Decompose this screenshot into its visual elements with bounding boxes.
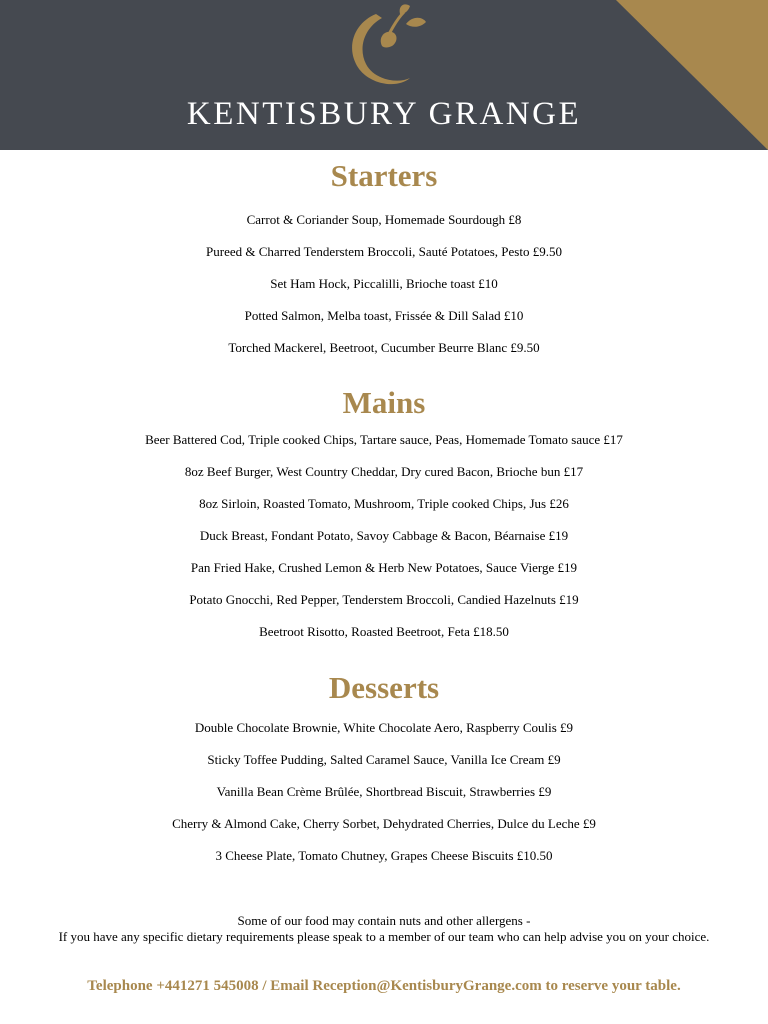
menu-item: Double Chocolate Brownie, White Chocolate Aero, Raspberry Coulis £9 <box>194 720 574 735</box>
dietary-requirements-line: If you have any specific dietary requirements please speak to a member of our team who can help advise you on your choice. <box>58 929 710 944</box>
menu-item: Torched Mackerel, Beetroot, Cucumber Beurre Blanc £9.50 <box>228 340 540 355</box>
menu-item: Carrot & Coriander Soup, Homemade Sourdough £8 <box>246 212 522 227</box>
menu-item: Vanilla Bean Crème Brûlée, Shortbread Biscuit, Strawberries £9 <box>216 784 552 799</box>
starters-section <box>0 158 768 372</box>
brand-name: KENTISBURY GRANGE <box>186 96 582 132</box>
menu-item: Duck Breast, Fondant Potato, Savoy Cabbage & Bacon, Béarnaise £19 <box>199 528 569 543</box>
starters-list <box>0 212 768 372</box>
desserts-list <box>0 720 768 880</box>
menu-item: Set Ham Hock, Piccalilli, Brioche toast £10 <box>270 276 498 291</box>
allergen-notice-line: Some of our food may contain nuts and other allergens - <box>237 913 531 928</box>
desserts-section <box>0 670 768 880</box>
reservation-contact: Telephone +441271 545008 / Email Reception@KentisburyGrange.com to reserve your table. <box>87 978 681 994</box>
leaf-monogram-icon <box>338 2 434 94</box>
menu-item: Potted Salmon, Melba toast, Frissée & Dill Salad £10 <box>244 308 524 323</box>
header-band <box>0 0 768 150</box>
menu-item: Cherry & Almond Cake, Cherry Sorbet, Dehydrated Cherries, Dulce du Leche £9 <box>172 816 596 831</box>
menu-item: Sticky Toffee Pudding, Salted Caramel Sauce, Vanilla Ice Cream £9 <box>207 752 561 767</box>
menu-item: Beer Battered Cod, Triple cooked Chips, Tartare sauce, Peas, Homemade Tomato sauce £17 <box>145 432 623 447</box>
mains-list <box>0 432 768 656</box>
section-title-starters: Starters <box>330 158 438 193</box>
allergen-notice <box>0 913 768 945</box>
menu-item: Pureed & Charred Tenderstem Broccoli, Sauté Potatoes, Pesto £9.50 <box>206 244 562 259</box>
menu-item: 8oz Sirloin, Roasted Tomato, Mushroom, Triple cooked Chips, Jus £26 <box>199 496 569 511</box>
menu-item: Potato Gnocchi, Red Pepper, Tenderstem Broccoli, Candied Hazelnuts £19 <box>189 592 579 607</box>
menu-item: 3 Cheese Plate, Tomato Chutney, Grapes Cheese Biscuits £10.50 <box>215 848 553 863</box>
mains-section <box>0 385 768 656</box>
menu-item: Beetroot Risotto, Roasted Beetroot, Feta £18.50 <box>259 624 509 639</box>
section-title-desserts: Desserts <box>328 670 440 705</box>
section-title-mains: Mains <box>342 385 426 420</box>
menu-item: 8oz Beef Burger, West Country Cheddar, Dry cured Bacon, Brioche bun £17 <box>184 464 584 479</box>
menu-item: Pan Fried Hake, Crushed Lemon & Herb New Potatoes, Sauce Vierge £19 <box>190 560 578 575</box>
